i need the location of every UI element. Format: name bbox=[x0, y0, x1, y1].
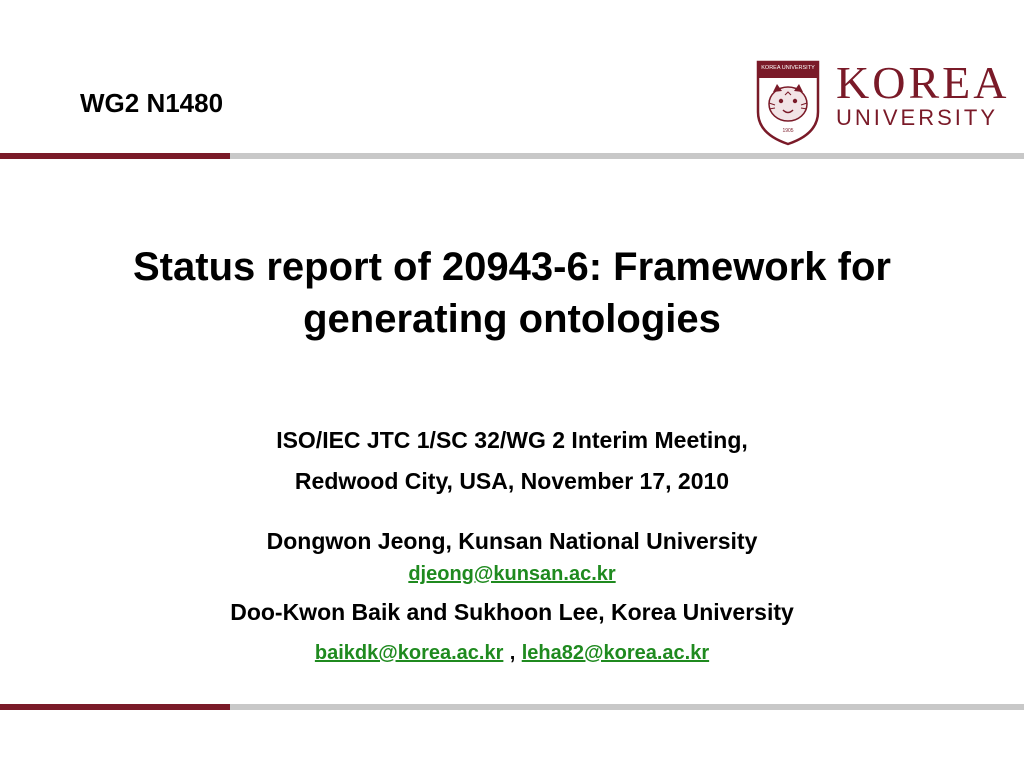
author-1-email-row bbox=[0, 558, 1024, 588]
author-2-email-row bbox=[0, 637, 1024, 667]
email-link-djeong[interactable]: djeong@kunsan.ac.kr bbox=[408, 563, 616, 585]
author-2: Doo-Kwon Baik and Sukhoon Lee, Korea University bbox=[230, 599, 794, 625]
logo-wordmark-korea: KOREA bbox=[836, 57, 1010, 108]
email-link-leha82[interactable]: leha82@korea.ac.kr bbox=[521, 642, 710, 664]
email-link-baikdk[interactable]: baikdk@korea.ac.kr bbox=[314, 642, 504, 664]
meeting-line-2: Redwood City, USA, November 17, 2010 bbox=[294, 468, 730, 494]
emblem-year: 1905 bbox=[782, 128, 794, 134]
author-1: Dongwon Jeong, Kunsan National University bbox=[266, 528, 758, 554]
logo-wordmark-university: UNIVERSITY bbox=[836, 105, 999, 130]
email-separator: , bbox=[509, 642, 516, 664]
meeting-line-1: ISO/IEC JTC 1/SC 32/WG 2 Interim Meeting, bbox=[276, 427, 748, 453]
emblem-top-text: KOREA UNIVERSITY bbox=[761, 65, 815, 71]
title-line-2: generating ontologies bbox=[303, 297, 721, 341]
slide-title bbox=[40, 241, 984, 345]
footer-divider bbox=[0, 704, 1024, 710]
header-divider bbox=[0, 153, 1024, 159]
document-id: WG2 N1480 bbox=[80, 88, 224, 118]
title-line-1: Status report of 20943-6: Framework for bbox=[133, 245, 891, 289]
